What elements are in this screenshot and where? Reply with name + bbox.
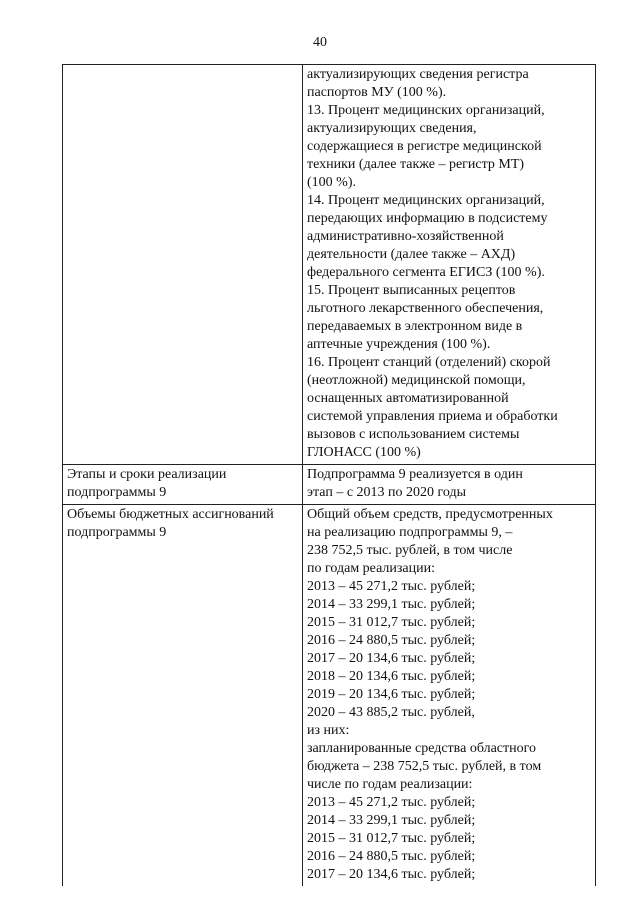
table-row [63, 505, 596, 887]
value-line: федерального сегмента ЕГИСЗ (100 %). [307, 265, 545, 280]
table-row [63, 65, 596, 465]
value-line: 2019 – 20 134,6 тыс. рублей; [307, 687, 476, 702]
label-line: Этапы и сроки реализации [67, 467, 227, 482]
value-line: числе по годам реализации: [307, 777, 473, 792]
value-line: передаваемых в электронном виде в [307, 319, 523, 334]
value-line: 13. Процент медицинских организаций, [307, 103, 545, 118]
value-line: 16. Процент станций (отделений) скорой [307, 355, 551, 370]
value-line: (100 %). [307, 175, 356, 190]
value-line: льготного лекарственного обеспечения, [307, 301, 544, 316]
value-line: системой управления приема и обработки [307, 409, 558, 424]
row-label-cell [63, 65, 303, 465]
value-line: бюджета – 238 752,5 тыс. рублей, в том [307, 759, 542, 774]
value-line: (неотложной) медицинской помощи, [307, 373, 526, 388]
value-line: 2014 – 33 299,1 тыс. рублей; [307, 813, 476, 828]
value-line: содержащиеся в регистре медицинской [307, 139, 542, 154]
row-value-cell [303, 465, 596, 505]
value-line: актуализирующих сведения, [307, 121, 477, 136]
value-line: по годам реализации: [307, 561, 435, 576]
value-line: Подпрограмма 9 реализуется в один [307, 467, 523, 482]
value-line: 2017 – 20 134,6 тыс. рублей; [307, 651, 476, 666]
value-line: вызовов с использованием системы [307, 427, 520, 442]
value-line: 238 752,5 тыс. рублей, в том числе [307, 543, 513, 558]
label-line: подпрограммы 9 [67, 485, 167, 500]
value-line: 14. Процент медицинских организаций, [307, 193, 545, 208]
value-line: оснащенных автоматизированной [307, 391, 509, 406]
value-line: актуализирующих сведения регистра [307, 67, 529, 82]
row-label-cell [63, 465, 303, 505]
label-line: подпрограммы 9 [67, 525, 167, 540]
value-line: техники (далее также – регистр МТ) [307, 157, 525, 172]
value-line: 2013 – 45 271,2 тыс. рублей; [307, 579, 476, 594]
value-line: Общий объем средств, предусмотренных [307, 507, 553, 522]
value-line: запланированные средства областного [307, 741, 537, 756]
value-line: деятельности (далее также – АХД) [307, 247, 516, 262]
value-line: 2013 – 45 271,2 тыс. рублей; [307, 795, 476, 810]
value-line: передающих информацию в подсистему [307, 211, 548, 226]
table-row [63, 465, 596, 505]
value-line: 2018 – 20 134,6 тыс. рублей; [307, 669, 476, 684]
row-value-cell [303, 65, 596, 465]
value-line: аптечные учреждения (100 %). [307, 337, 491, 352]
row-label-cell [63, 505, 303, 887]
value-line: этап – с 2013 по 2020 годы [307, 485, 467, 500]
value-line: 2014 – 33 299,1 тыс. рублей; [307, 597, 476, 612]
value-line: 2015 – 31 012,7 тыс. рублей; [307, 831, 476, 846]
value-line: 2020 – 43 885,2 тыс. рублей, [307, 705, 475, 720]
row-value-cell [303, 505, 596, 887]
passport-table [62, 64, 596, 886]
value-line: 2016 – 24 880,5 тыс. рублей; [307, 633, 476, 648]
value-line: ГЛОНАСС (100 %) [307, 445, 421, 460]
value-line: 15. Процент выписанных рецептов [307, 283, 516, 298]
value-line: 2017 – 20 134,6 тыс. рублей; [307, 867, 476, 882]
label-line: Объемы бюджетных ассигнований [67, 507, 274, 522]
value-line: из них: [307, 723, 350, 738]
page-number: 40 [313, 35, 327, 50]
value-line: на реализацию подпрограммы 9, – [307, 525, 513, 540]
value-line: 2015 – 31 012,7 тыс. рублей; [307, 615, 476, 630]
value-line: 2016 – 24 880,5 тыс. рублей; [307, 849, 476, 864]
value-line: административно-хозяйственной [307, 229, 504, 244]
value-line: паспортов МУ (100 %). [307, 85, 447, 100]
